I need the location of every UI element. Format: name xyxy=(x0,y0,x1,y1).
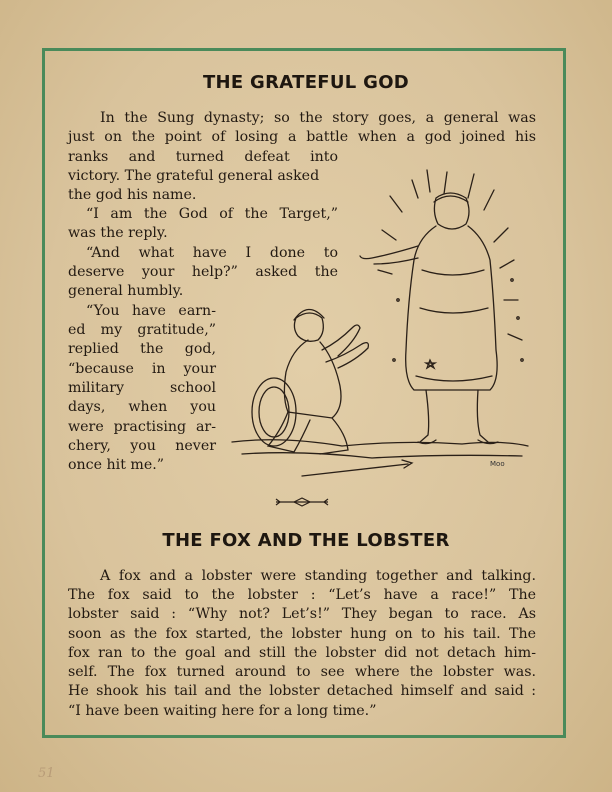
story2-line: “I have been waiting here for a long time.” xyxy=(68,703,377,719)
story1-line: deserve your help?” asked the xyxy=(68,264,338,280)
story-title-grateful-god: THE GRATEFUL GOD xyxy=(202,72,410,93)
story1-line: military school xyxy=(68,380,216,396)
story2-line: self. The fox turned around to see where the lobster was. xyxy=(68,664,536,680)
story1-line: ed my gratitude,” xyxy=(68,322,216,338)
story1-line: “I am the God of the Target,” xyxy=(86,206,338,222)
story2-line: A fox and a lobster were standing together and talking. xyxy=(100,568,536,584)
story2-line: fox ran to the goal and still the lobster did not detach him- xyxy=(68,645,536,661)
story1-line: the god his name. xyxy=(68,187,197,203)
story1-line: days, when you xyxy=(68,399,216,415)
god-and-general-illustration xyxy=(222,150,532,490)
story1-line: replied the god, xyxy=(68,341,216,357)
story1-line: In the Sung dynasty; so the story goes, a general was xyxy=(100,110,536,126)
story1-line: just on the point of losing a battle when a god joined his xyxy=(68,129,536,145)
illustrator-signature: Moo xyxy=(490,460,505,468)
story2-line: The fox said to the lobster : “Let’s have a race!” The xyxy=(68,587,536,603)
story1-line: chery, you never xyxy=(68,438,216,454)
story1-line: “because in your xyxy=(68,361,216,377)
story2-line: soon as the fox started, the lobster hung on to his tail. The xyxy=(68,626,536,642)
ornamental-divider xyxy=(272,496,332,508)
story1-line: was the reply. xyxy=(68,225,168,241)
story1-line: “And what have I done to xyxy=(86,245,338,261)
story2-line: lobster said : “Why not? Let’s!” They began to race. As xyxy=(68,606,536,622)
story1-line: once hit me.” xyxy=(68,457,165,473)
story1-line: “You have earn- xyxy=(86,303,216,319)
story2-line: He shook his tail and the lobster detached himself and said : xyxy=(68,683,536,699)
story1-line: ranks and turned defeat into xyxy=(68,149,338,165)
page-number: 51 xyxy=(38,766,55,781)
story1-line: victory. The grateful general asked xyxy=(68,168,320,184)
story1-line: general humbly. xyxy=(68,283,184,299)
story-title-fox-lobster: THE FOX AND THE LOBSTER xyxy=(162,530,450,551)
story1-line: were practising ar- xyxy=(68,419,216,435)
